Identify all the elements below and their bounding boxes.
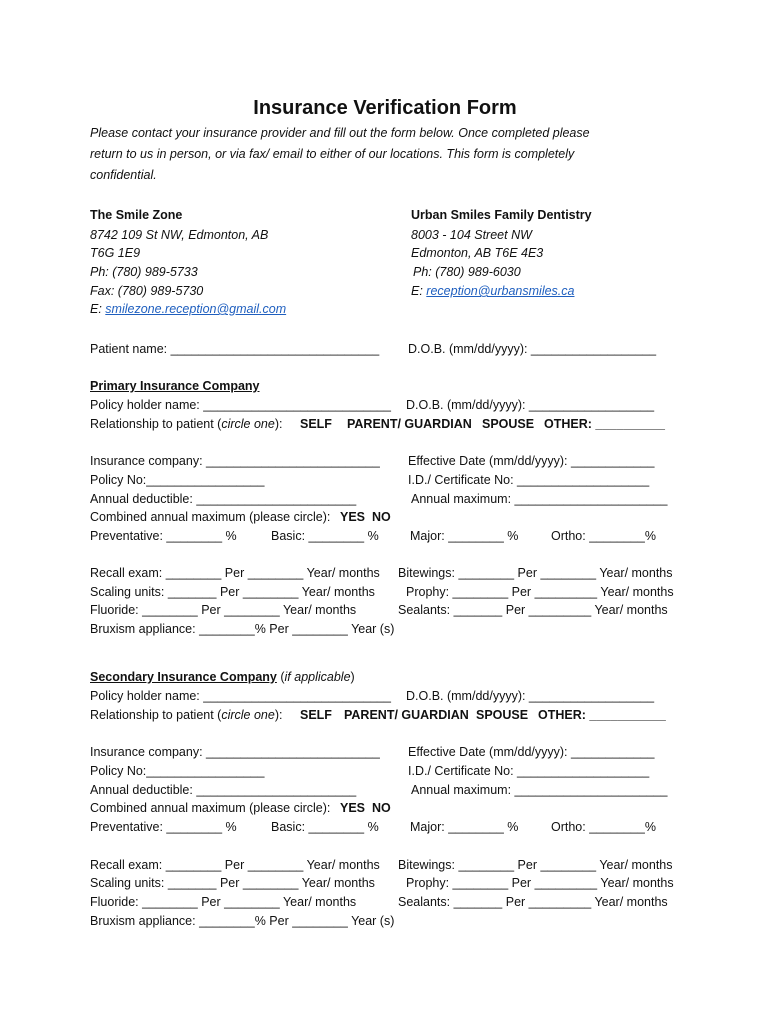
location-postal-left: T6G 1E9 xyxy=(90,246,141,260)
intro-line-1: Please contact your insurance provider and fill out the form below. Once completed please xyxy=(90,126,590,140)
rel-suffix: ): xyxy=(274,708,283,722)
primary-policy-field[interactable]: Policy No:_________________ xyxy=(90,473,265,487)
location-fax-left: Fax: (780) 989-5730 xyxy=(90,284,204,298)
secondary-relationship-label xyxy=(90,708,282,723)
page-title: Insurance Verification Form xyxy=(253,97,517,119)
secondary-preventative-field[interactable]: Preventative: ________ % xyxy=(90,820,237,834)
primary-preventative-field[interactable]: Preventative: ________ % xyxy=(90,529,237,543)
note-close: ) xyxy=(350,670,355,684)
primary-certificate-field[interactable]: I.D./ Certificate No: ___________________ xyxy=(408,473,650,487)
secondary-sealants-field[interactable]: Sealants: _______ Per _________ Year/ months xyxy=(398,895,668,909)
primary-heading: Primary Insurance Company xyxy=(90,379,260,393)
primary-ortho-field[interactable]: Ortho: ________% xyxy=(551,529,656,543)
secondary-effective-field[interactable]: Effective Date (mm/dd/yyyy): ____________ xyxy=(408,745,655,759)
secondary-major-field[interactable]: Major: ________ % xyxy=(410,820,519,834)
email-prefix: E: xyxy=(90,302,106,316)
secondary-annual-max-field[interactable]: Annual maximum: ______________________ xyxy=(411,783,668,797)
primary-fluoride-field[interactable]: Fluoride: ________ Per ________ Year/ months xyxy=(90,603,357,617)
secondary-scaling-field[interactable]: Scaling units: _______ Per ________ Year/ months xyxy=(90,876,375,890)
secondary-certificate-field[interactable]: I.D./ Certificate No: ___________________ xyxy=(408,764,650,778)
secondary-heading-text: Secondary Insurance Company xyxy=(90,670,277,684)
rel-circle-note: circle one xyxy=(221,417,275,431)
primary-holder-field[interactable]: Policy holder name: ___________________________ xyxy=(90,398,391,412)
secondary-option-other[interactable]: OTHER: ___________ xyxy=(538,708,666,722)
secondary-option-parent[interactable]: PARENT/ GUARDIAN xyxy=(344,708,469,722)
primary-option-spouse[interactable]: SPOUSE xyxy=(482,417,535,431)
primary-major-field[interactable]: Major: ________ % xyxy=(410,529,519,543)
primary-deductible-field[interactable]: Annual deductible: _______________________ xyxy=(90,492,357,506)
location-phone-left: Ph: (780) 989-5733 xyxy=(90,265,198,279)
location-name-right: Urban Smiles Family Dentistry xyxy=(411,208,592,222)
note-open: ( xyxy=(276,670,285,684)
secondary-fluoride-field[interactable]: Fluoride: ________ Per ________ Year/ months xyxy=(90,895,357,909)
primary-bruxism-field[interactable]: Bruxism appliance: ________% Per ________ Year (s) xyxy=(90,622,395,636)
rel-prefix: Relationship to patient ( xyxy=(90,417,222,431)
patient-name-field[interactable]: Patient name: ______________________________ xyxy=(90,342,380,356)
patient-dob-field[interactable]: D.O.B. (mm/dd/yyyy): __________________ xyxy=(408,342,657,356)
primary-bitewings-field[interactable]: Bitewings: ________ Per ________ Year/ months xyxy=(398,566,673,580)
primary-scaling-field[interactable]: Scaling units: _______ Per ________ Year/ months xyxy=(90,585,375,599)
email-link-left[interactable]: smilezone.reception@gmail.com xyxy=(105,302,287,316)
location-name-left: The Smile Zone xyxy=(90,208,183,222)
secondary-policy-field[interactable]: Policy No:_________________ xyxy=(90,764,265,778)
location-email-row-right xyxy=(411,284,574,299)
secondary-note: if applicable xyxy=(284,670,351,684)
secondary-heading xyxy=(90,670,355,685)
primary-option-other[interactable]: OTHER: __________ xyxy=(544,417,665,431)
primary-annual-max-field[interactable]: Annual maximum: ______________________ xyxy=(411,492,668,506)
secondary-combined-label: Combined annual maximum (please circle): xyxy=(90,801,331,815)
location-city-right: Edmonton, AB T6E 4E3 xyxy=(411,246,544,260)
primary-sealants-field[interactable]: Sealants: _______ Per _________ Year/ months xyxy=(398,603,668,617)
secondary-combined-no[interactable]: NO xyxy=(372,801,391,815)
intro-line-2: return to us in person, or via fax/ email to either of our locations. This form is completely xyxy=(90,147,575,161)
secondary-ortho-field[interactable]: Ortho: ________% xyxy=(551,820,656,834)
secondary-company-field[interactable]: Insurance company: _________________________ xyxy=(90,745,380,759)
secondary-prophy-field[interactable]: Prophy: ________ Per _________ Year/ months xyxy=(406,876,674,890)
location-email-row-left xyxy=(90,302,286,317)
location-phone-right: Ph: (780) 989-6030 xyxy=(413,265,521,279)
rel-circle-note: circle one xyxy=(221,708,275,722)
email-link-right[interactable]: reception@urbansmiles.ca xyxy=(426,284,575,298)
secondary-recall-field[interactable]: Recall exam: ________ Per ________ Year/ months xyxy=(90,858,380,872)
rel-suffix: ): xyxy=(274,417,283,431)
primary-recall-field[interactable]: Recall exam: ________ Per ________ Year/ months xyxy=(90,566,380,580)
primary-combined-label: Combined annual maximum (please circle): xyxy=(90,510,331,524)
primary-combined-no[interactable]: NO xyxy=(372,510,391,524)
rel-prefix: Relationship to patient ( xyxy=(90,708,222,722)
primary-dob-field[interactable]: D.O.B. (mm/dd/yyyy): __________________ xyxy=(406,398,655,412)
secondary-deductible-field[interactable]: Annual deductible: _______________________ xyxy=(90,783,357,797)
primary-option-self[interactable]: SELF xyxy=(300,417,332,431)
primary-relationship-label xyxy=(90,417,282,432)
secondary-bitewings-field[interactable]: Bitewings: ________ Per ________ Year/ months xyxy=(398,858,673,872)
secondary-dob-field[interactable]: D.O.B. (mm/dd/yyyy): __________________ xyxy=(406,689,655,703)
secondary-option-spouse[interactable]: SPOUSE xyxy=(476,708,529,722)
secondary-bruxism-field[interactable]: Bruxism appliance: ________% Per ________ Year (s) xyxy=(90,914,395,928)
email-prefix: E: xyxy=(411,284,427,298)
secondary-holder-field[interactable]: Policy holder name: ___________________________ xyxy=(90,689,391,703)
secondary-combined-yes[interactable]: YES xyxy=(340,801,366,815)
location-address-right: 8003 - 104 Street NW xyxy=(411,228,532,242)
primary-combined-yes[interactable]: YES xyxy=(340,510,366,524)
primary-effective-field[interactable]: Effective Date (mm/dd/yyyy): ____________ xyxy=(408,454,655,468)
secondary-basic-field[interactable]: Basic: ________ % xyxy=(271,820,379,834)
intro-line-3: confidential. xyxy=(90,168,157,182)
primary-option-parent[interactable]: PARENT/ GUARDIAN xyxy=(347,417,472,431)
primary-prophy-field[interactable]: Prophy: ________ Per _________ Year/ months xyxy=(406,585,674,599)
primary-basic-field[interactable]: Basic: ________ % xyxy=(271,529,379,543)
primary-company-field[interactable]: Insurance company: _________________________ xyxy=(90,454,380,468)
secondary-option-self[interactable]: SELF xyxy=(300,708,332,722)
location-address-left: 8742 109 St NW, Edmonton, AB xyxy=(90,228,269,242)
